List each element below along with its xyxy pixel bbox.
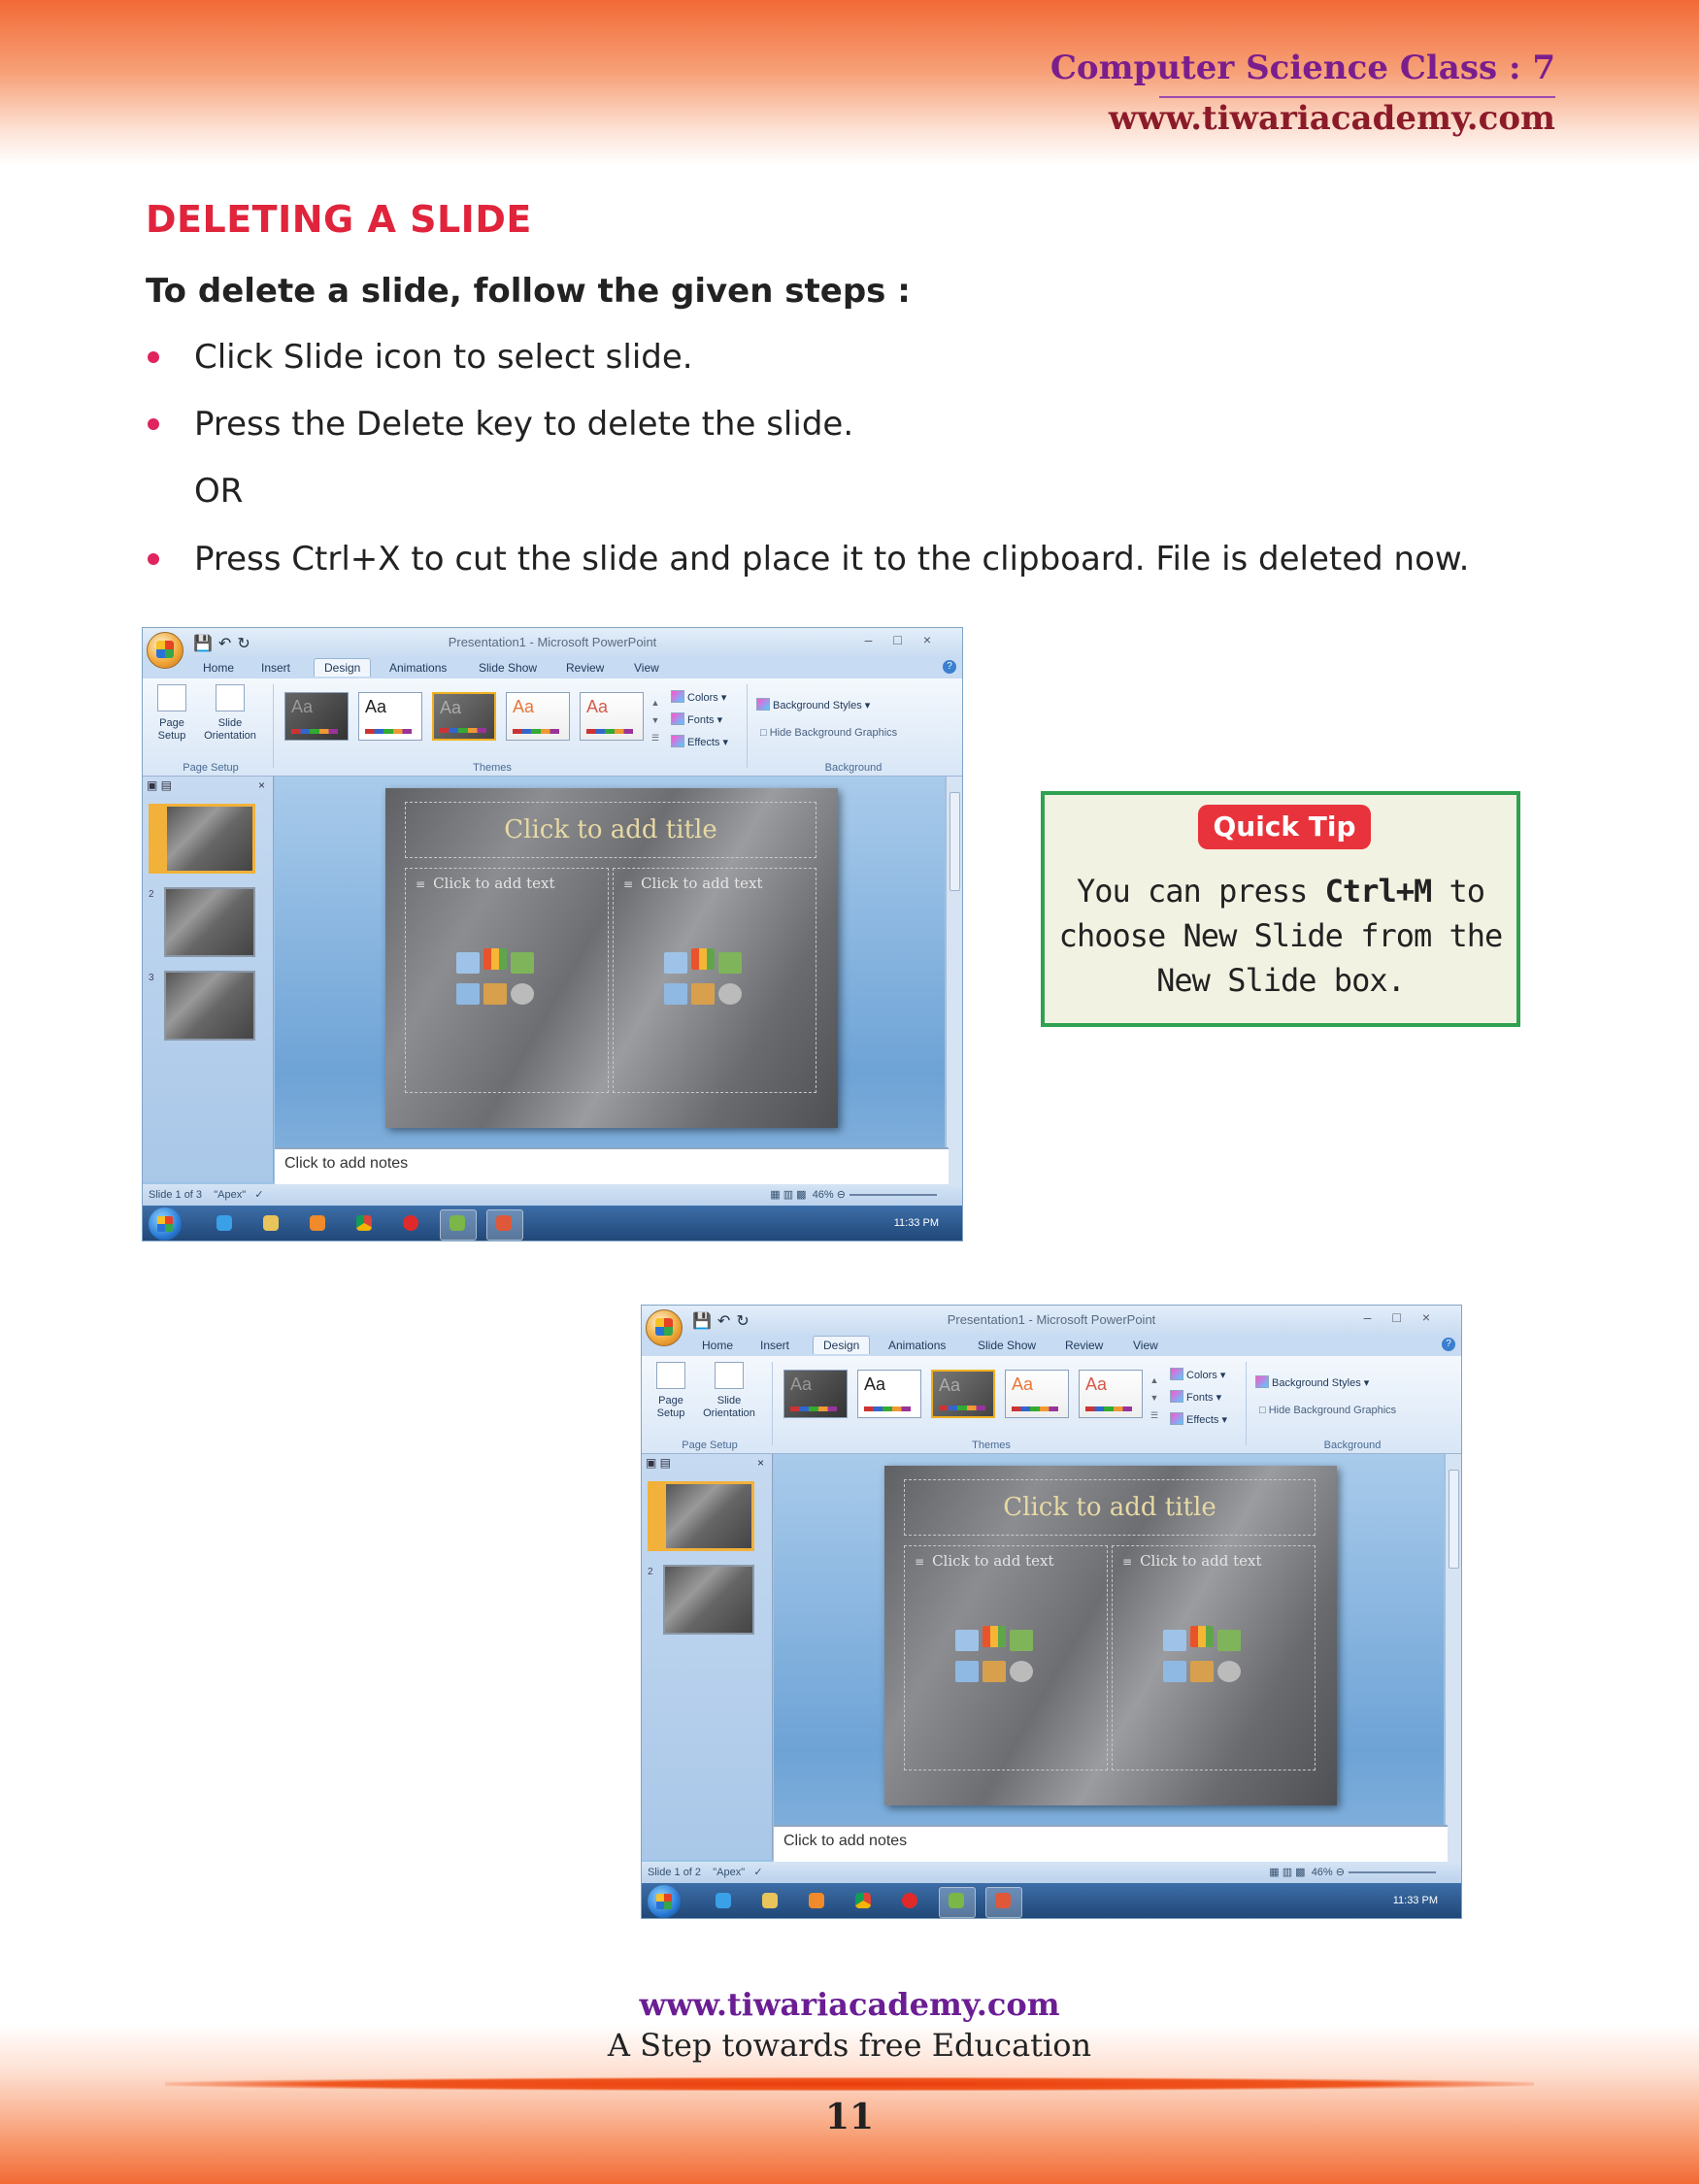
tab-home[interactable]: Home [203, 661, 235, 675]
slide-thumbnail-selected[interactable] [164, 804, 255, 874]
folder-icon[interactable] [263, 1215, 279, 1231]
slide-orientation-button[interactable]: Slide Orientation [692, 1362, 766, 1420]
app-icon [450, 1215, 465, 1231]
background-styles-button[interactable]: Background Styles ▾ [756, 698, 870, 711]
zoom-level[interactable]: 46% [812, 1189, 834, 1201]
office-logo-icon [156, 641, 174, 658]
tab-animations[interactable]: Animations [389, 661, 448, 675]
media-player-icon[interactable] [809, 1893, 824, 1908]
smartart-icon [1010, 1630, 1033, 1651]
slide-counter: Slide 1 of 2 [648, 1867, 702, 1878]
quick-tip-text: You can press Ctrl+M to choose New Slide from the New Slide box. [1058, 873, 1503, 999]
effects-icon [1170, 1412, 1183, 1425]
title-placeholder[interactable]: Click to add title [904, 1479, 1316, 1536]
powerpoint-icon [995, 1893, 1011, 1908]
start-button[interactable] [149, 1208, 182, 1241]
quick-access-toolbar[interactable]: 💾↶↻ [193, 636, 256, 652]
slide-orientation-icon [715, 1362, 744, 1389]
themes-scroll-icon[interactable]: ▲ ▼ ☰ [1149, 1375, 1159, 1420]
bullet-item: Press Ctrl+X to cut the slide and place it to the clipboard. File is deleted now. [194, 540, 1469, 579]
view-buttons-icon[interactable]: ▦ ▥ ▩ [770, 1189, 807, 1201]
header-rule [1159, 96, 1555, 98]
window-title: Presentation1 - Microsoft PowerPoint [947, 1312, 1156, 1327]
slides-outline-tabs[interactable]: ▣ ▤ [147, 778, 173, 792]
table-icon [664, 952, 687, 974]
slide-orientation-button[interactable]: Slide Orientation [193, 684, 267, 743]
bullet-dot-icon [148, 418, 159, 430]
tab-insert[interactable]: Insert [261, 661, 291, 675]
media-icon [511, 983, 534, 1005]
group-label-themes: Themes [972, 1439, 1011, 1451]
opera-icon[interactable] [403, 1215, 418, 1231]
smartart-icon [718, 952, 742, 974]
slides-outline-tabs[interactable]: ▣ ▤ [646, 1456, 672, 1470]
powerpoint-icon [496, 1215, 512, 1231]
app-icon [949, 1893, 964, 1908]
picture-icon [456, 983, 480, 1005]
slide-orientation-icon [216, 684, 245, 711]
ribbon-tabs [642, 1335, 1461, 1356]
content-placeholder-left[interactable]: ≡ Click to add text [904, 1545, 1108, 1770]
slide-thumbnail[interactable] [663, 1565, 754, 1635]
slides-pane: ▣ ▤ × 1 2 3 [143, 777, 274, 1182]
media-player-icon[interactable] [310, 1215, 325, 1231]
colors-button[interactable]: Colors ▾ [671, 690, 726, 704]
insert-content-icons[interactable] [664, 948, 742, 1010]
quick-access-toolbar[interactable]: 💾↶↻ [692, 1313, 755, 1330]
notes-pane[interactable]: Click to add notes [275, 1147, 949, 1184]
tab-review[interactable]: Review [1065, 1339, 1104, 1352]
theme-name: "Apex" [713, 1867, 746, 1878]
chart-icon [691, 948, 715, 970]
footer-rule [165, 2077, 1534, 2091]
zoom-slider[interactable] [850, 1194, 937, 1196]
title-bar [143, 628, 962, 657]
help-icon[interactable]: ? [943, 660, 956, 674]
slide-thumbnail[interactable] [164, 971, 255, 1041]
quick-tip-badge: Quick Tip [1198, 805, 1371, 849]
ribbon-separator [747, 684, 748, 768]
insert-content-icons[interactable] [955, 1626, 1033, 1688]
hide-background-checkbox[interactable]: □ Hide Background Graphics [760, 727, 898, 739]
clipart-icon [983, 1661, 1006, 1682]
theme-thumbnail[interactable]: Aa [580, 692, 644, 741]
slide-canvas[interactable] [385, 788, 838, 1128]
effects-icon [671, 735, 684, 747]
page-setup-button[interactable]: Page Setup [150, 684, 193, 743]
view-buttons-icon[interactable]: ▦ ▥ ▩ [1269, 1867, 1306, 1878]
zoom-slider[interactable] [1349, 1871, 1436, 1873]
header-site-link[interactable]: www.tiwariacademy.com [1108, 99, 1555, 138]
spellcheck-icon[interactable]: ✓ [254, 1189, 264, 1201]
footer-site-link[interactable]: www.tiwariacademy.com [639, 1986, 1060, 2023]
page-setup-icon [656, 1362, 685, 1389]
folder-icon[interactable] [762, 1893, 778, 1908]
table-icon [955, 1630, 979, 1651]
ribbon-separator [772, 1362, 773, 1445]
ribbon [143, 678, 962, 777]
chart-icon [983, 1626, 1006, 1647]
smartart-icon [1217, 1630, 1241, 1651]
table-icon [1163, 1630, 1186, 1651]
picture-icon [955, 1661, 979, 1682]
powerpoint-screenshot-1 [142, 627, 963, 1241]
page-setup-button[interactable]: Page Setup [650, 1362, 692, 1420]
quick-tip-box [1041, 791, 1520, 1027]
slide-thumbnail[interactable] [164, 887, 255, 957]
colors-button[interactable]: Colors ▾ [1170, 1368, 1225, 1381]
bullet-dot-icon [148, 351, 159, 363]
fonts-icon [671, 712, 684, 725]
window-controls[interactable]: –□× [1363, 1309, 1451, 1325]
themes-scroll-icon[interactable]: ▲ ▼ ☰ [650, 698, 660, 743]
slide-workspace [774, 1454, 1444, 1825]
insert-content-icons[interactable] [1163, 1626, 1241, 1688]
vertical-scrollbar[interactable] [946, 777, 962, 1184]
chart-icon [483, 948, 507, 970]
bullet-dot-icon [148, 553, 159, 565]
ribbon-tabs [143, 657, 962, 678]
content-placeholder-right[interactable]: ≡ Click to add text [1112, 1545, 1316, 1770]
status-bar: Slide 1 of 3 "Apex" ✓ ▦ ▥ ▩ 46% ⊖ [143, 1184, 962, 1206]
status-bar: Slide 1 of 2 "Apex" ✓ ▦ ▥ ▩ 46% ⊖ [642, 1862, 1461, 1883]
zoom-level[interactable]: 46% [1311, 1867, 1333, 1878]
tab-home[interactable]: Home [702, 1339, 734, 1352]
fonts-icon [1170, 1390, 1183, 1403]
group-label-background: Background [824, 762, 883, 774]
close-pane-icon[interactable]: × [257, 778, 265, 792]
page-number: 11 [824, 2097, 875, 2137]
chart-icon [1190, 1626, 1214, 1647]
theme-name: "Apex" [214, 1189, 247, 1201]
media-icon [718, 983, 742, 1005]
clipart-icon [483, 983, 507, 1005]
slide-canvas[interactable] [884, 1466, 1337, 1805]
page-setup-icon [157, 684, 186, 711]
internet-explorer-icon[interactable] [217, 1215, 232, 1231]
slides-pane: ▣ ▤ × 1 2 [642, 1454, 773, 1860]
theme-thumbnail[interactable]: Aa [783, 1370, 848, 1418]
or-text: OR [194, 472, 244, 511]
office-logo-icon [655, 1318, 673, 1336]
colors-icon [1170, 1368, 1183, 1380]
slide-thumbnail-selected[interactable] [663, 1481, 754, 1551]
tab-review[interactable]: Review [566, 661, 605, 675]
theme-thumbnail[interactable]: Aa [1079, 1370, 1143, 1418]
theme-thumbnail-selected[interactable]: Aa [931, 1370, 995, 1418]
ribbon-separator [1246, 1362, 1247, 1445]
help-icon[interactable]: ? [1442, 1338, 1455, 1351]
effects-button[interactable]: Effects ▾ [671, 735, 728, 748]
tab-animations[interactable]: Animations [888, 1339, 947, 1352]
picture-icon [664, 983, 687, 1005]
ribbon-separator [273, 684, 274, 768]
header-class-line: Computer Science Class : 7 [1049, 49, 1555, 87]
insert-content-icons[interactable] [456, 948, 534, 1010]
office-button[interactable] [147, 632, 183, 669]
vertical-scrollbar[interactable] [1445, 1454, 1461, 1862]
tab-slide-show[interactable]: Slide Show [479, 661, 538, 675]
content-placeholder-right[interactable]: ≡ Click to add text [613, 868, 816, 1093]
bullet-item: Click Slide icon to select slide. [194, 338, 693, 377]
fonts-button[interactable]: Fonts ▾ [671, 712, 722, 726]
background-styles-icon [1255, 1375, 1269, 1388]
spellcheck-icon[interactable]: ✓ [753, 1867, 763, 1878]
clipart-icon [691, 983, 715, 1005]
slide-counter: Slide 1 of 3 [149, 1189, 203, 1201]
table-icon [456, 952, 480, 974]
section-heading: DELETING A SLIDE [146, 198, 532, 241]
effects-button[interactable]: Effects ▾ [1170, 1412, 1227, 1426]
colors-icon [671, 690, 684, 703]
internet-explorer-icon[interactable] [716, 1893, 731, 1908]
window-controls[interactable]: –□× [864, 632, 952, 647]
tab-design[interactable]: Design [314, 658, 371, 677]
group-label-background: Background [1323, 1439, 1382, 1451]
taskbar-clock: 11:33 PM [893, 1217, 939, 1229]
media-icon [1010, 1661, 1033, 1682]
footer-tagline: A Step towards free Education [607, 2027, 1092, 2064]
ribbon [642, 1356, 1461, 1454]
background-styles-button[interactable]: Background Styles ▾ [1255, 1375, 1369, 1389]
theme-thumbnail[interactable]: Aa [857, 1370, 921, 1418]
theme-thumbnail[interactable]: Aa [358, 692, 422, 741]
picture-icon [1163, 1661, 1186, 1682]
taskbar-clock: 11:33 PM [1392, 1895, 1438, 1906]
chrome-icon[interactable] [855, 1893, 871, 1908]
theme-thumbnail[interactable]: Aa [1005, 1370, 1069, 1418]
bullet-item: Press the Delete key to delete the slide. [194, 405, 853, 444]
powerpoint-screenshot-2 [641, 1305, 1462, 1919]
clipart-icon [1190, 1661, 1214, 1682]
chrome-icon[interactable] [356, 1215, 372, 1231]
group-label-page-setup: Page Setup [183, 762, 239, 774]
theme-thumbnail[interactable]: Aa [284, 692, 349, 741]
smartart-icon [511, 952, 534, 974]
opera-icon[interactable] [902, 1893, 917, 1908]
close-pane-icon[interactable]: × [756, 1456, 764, 1470]
title-bar [642, 1306, 1461, 1335]
hide-background-checkbox[interactable]: □ Hide Background Graphics [1259, 1405, 1397, 1416]
theme-thumbnail-selected[interactable]: Aa [432, 692, 496, 741]
office-button[interactable] [646, 1309, 683, 1346]
background-styles-icon [756, 698, 770, 711]
section-lead: To delete a slide, follow the given steps : [146, 272, 911, 311]
theme-thumbnail[interactable]: Aa [506, 692, 570, 741]
taskbar [143, 1206, 962, 1241]
notes-pane[interactable]: Click to add notes [774, 1825, 1448, 1862]
slide-workspace [275, 777, 945, 1147]
media-icon [1217, 1661, 1241, 1682]
tab-view[interactable]: View [634, 661, 659, 675]
content-placeholder-left[interactable]: ≡ Click to add text [405, 868, 609, 1093]
window-title: Presentation1 - Microsoft PowerPoint [448, 635, 657, 649]
shortcut-key: Ctrl+M [1324, 873, 1432, 910]
tab-insert[interactable]: Insert [760, 1339, 790, 1352]
tab-view[interactable]: View [1133, 1339, 1158, 1352]
tab-design[interactable]: Design [813, 1336, 870, 1354]
title-placeholder[interactable]: Click to add title [405, 802, 816, 858]
group-label-themes: Themes [473, 762, 512, 774]
taskbar [642, 1883, 1461, 1919]
group-label-page-setup: Page Setup [682, 1439, 738, 1451]
fonts-button[interactable]: Fonts ▾ [1170, 1390, 1221, 1404]
start-button[interactable] [648, 1885, 681, 1918]
tab-slide-show[interactable]: Slide Show [978, 1339, 1037, 1352]
